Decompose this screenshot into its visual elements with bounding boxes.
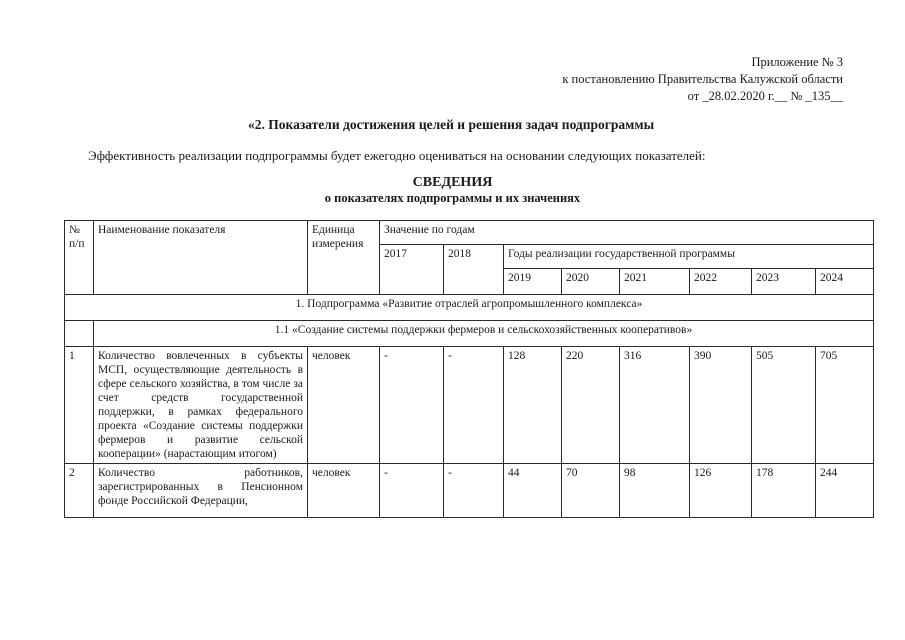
header-year-2017: 2017	[380, 245, 444, 295]
row-value-2019: 128	[504, 347, 562, 464]
header-year-2018: 2018	[444, 245, 504, 295]
header-year-2023: 2023	[752, 269, 816, 295]
header-year-2019: 2019	[504, 269, 562, 295]
header-program-years: Годы реализации государственной программы	[504, 245, 874, 269]
row-value-2017: -	[380, 464, 444, 518]
table-row	[65, 464, 874, 518]
indicators-table	[64, 220, 874, 518]
row-value-2023: 505	[752, 347, 816, 464]
header-year-2021: 2021	[620, 269, 690, 295]
row-name: Количество вовлеченных в субъекты МСП, осуществляющие деятельность в сфере сельского хозяйства, в том числе за счет средств государственной поддержки, в рамках федерального проекта «Создание системы поддержки фермеров и развитие сельской кооперации» (нарастающим итогом)	[94, 347, 308, 464]
row-num: 2	[65, 464, 94, 518]
section-row-1: 1. Подпрограмма «Развитие отраслей агропромышленного комплекса»	[65, 295, 874, 321]
subsection-row-1-1: 1.1 «Создание системы поддержки фермеров и сельскохозяйственных кооперативов»	[94, 321, 874, 347]
row-value-2021: 98	[620, 464, 690, 518]
row-value-2021: 316	[620, 347, 690, 464]
header-year-2020: 2020	[562, 269, 620, 295]
appendix-number: Приложение № 3	[751, 55, 843, 69]
row-num: 1	[65, 347, 94, 464]
row-value-2023: 178	[752, 464, 816, 518]
row-value-2024: 244	[816, 464, 874, 518]
header-year-2022: 2022	[690, 269, 752, 295]
row-unit: человек	[308, 464, 380, 518]
row-unit: человек	[308, 347, 380, 464]
header-values-by-year: Значение по годам	[380, 221, 874, 245]
header-year-2024: 2024	[816, 269, 874, 295]
appendix-header	[562, 54, 843, 105]
row-value-2018: -	[444, 464, 504, 518]
row-value-2020: 220	[562, 347, 620, 464]
row-value-2020: 70	[562, 464, 620, 518]
row-value-2017: -	[380, 347, 444, 464]
row-value-2022: 126	[690, 464, 752, 518]
table-subtitle: о показателях подпрограммы и их значениях	[324, 191, 581, 205]
row-value-2019: 44	[504, 464, 562, 518]
appendix-date: от _28.02.2020 г.__ № _135__	[687, 89, 843, 103]
header-name: Наименование показателя	[94, 221, 308, 295]
row-value-2022: 390	[690, 347, 752, 464]
table-row	[65, 347, 874, 464]
subsection-spacer	[65, 321, 94, 347]
row-name	[94, 464, 308, 518]
table-title: СВЕДЕНИЯ	[412, 175, 493, 190]
header-num: № п/п	[65, 221, 94, 295]
row-name-text: Количество работников, зарегистрированных в Пенсионном фонде Российской Федерации,	[98, 467, 303, 507]
row-value-2018: -	[444, 347, 504, 464]
section-title: «2. Показатели достижения целей и решения задач подпрограммы	[248, 117, 655, 132]
intro-text: Эффективность реализации подпрограммы будет ежегодно оцениваться на основании следующих показателей:	[88, 148, 706, 163]
row-value-2024: 705	[816, 347, 874, 464]
appendix-decree: к постановлению Правительства Калужской области	[562, 72, 843, 86]
header-unit: Единица измерения	[308, 221, 380, 295]
